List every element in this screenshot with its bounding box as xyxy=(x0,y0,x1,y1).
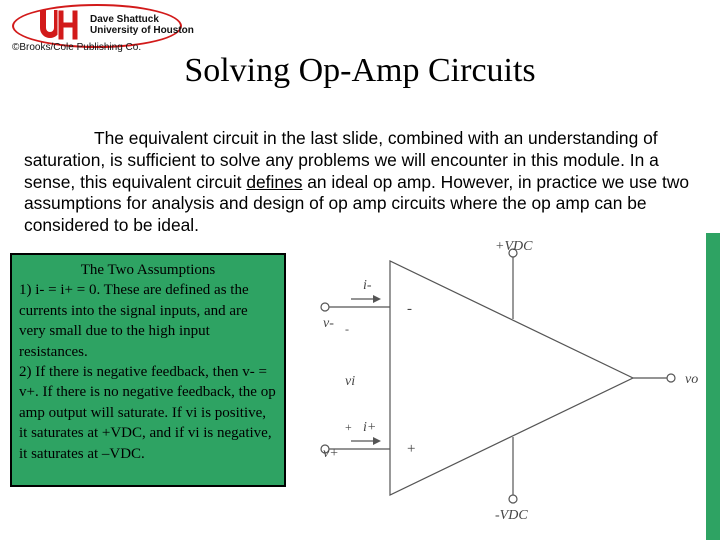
vi-label: vi xyxy=(345,374,356,389)
v-minus-label: v- xyxy=(323,316,334,331)
body-text-underlined: defines xyxy=(246,171,303,192)
publisher-credit: ©Brooks/Cole Publishing Co. xyxy=(12,42,142,53)
body-text-part-2: an ideal op amp. However, in practice we use two assumptions for analysis and design of op amp circuits where the op amp can be considered to be ideal. xyxy=(24,171,690,236)
op-amp-triangle xyxy=(390,261,633,495)
v-plus-label: v+ xyxy=(323,446,339,461)
assumption-2: 2) If there is negative feedback, then v- = v+. If there is no negative feedback, the op amp output will saturate. If vi is positive, it saturates at +VDC, and if vi is negative, it saturates at –VDC. xyxy=(19,364,276,462)
i-plus-arrow xyxy=(351,437,381,445)
i-minus-arrow xyxy=(351,295,381,303)
op-amp-diagram xyxy=(315,233,720,540)
logo-line-1: Dave Shattuck xyxy=(90,14,159,25)
assumptions-heading: The Two Assumptions xyxy=(80,262,216,278)
vdc-pos-label: +VDC xyxy=(495,239,533,254)
assumption-1: 1) i- = i+ = 0. These are defined as the currents into the signal inputs, and are very small due to the high input resistances. xyxy=(19,282,249,360)
vo-terminal xyxy=(667,374,675,382)
assumptions-box xyxy=(10,253,286,487)
v-minus-terminal xyxy=(321,303,329,311)
minus-sign-outside: - xyxy=(345,322,349,336)
inverting-input-sign: - xyxy=(407,301,412,317)
logo-line-2: University of Houston xyxy=(90,25,194,36)
op-amp-svg xyxy=(315,233,720,540)
i-minus-label: i- xyxy=(363,278,372,293)
vdc-neg-terminal xyxy=(509,495,517,503)
noninverting-input-sign: + xyxy=(407,441,416,457)
right-green-edge xyxy=(706,233,720,540)
body-text-part-1: The equivalent circuit in the last slide, combined with an understanding of saturation, is sufficient to solve any problems we will encounter in this module. In a sense, this equivalent circuit xyxy=(24,128,659,192)
slide-title: Solving Op-Amp Circuits xyxy=(184,52,536,89)
plus-sign-outside: + xyxy=(345,420,352,434)
uh-logo-mark-icon xyxy=(34,6,84,44)
body-paragraph xyxy=(24,128,692,237)
vdc-neg-label: -VDC xyxy=(495,508,528,523)
i-plus-label: i+ xyxy=(363,420,377,435)
vo-label: vo xyxy=(685,372,699,387)
